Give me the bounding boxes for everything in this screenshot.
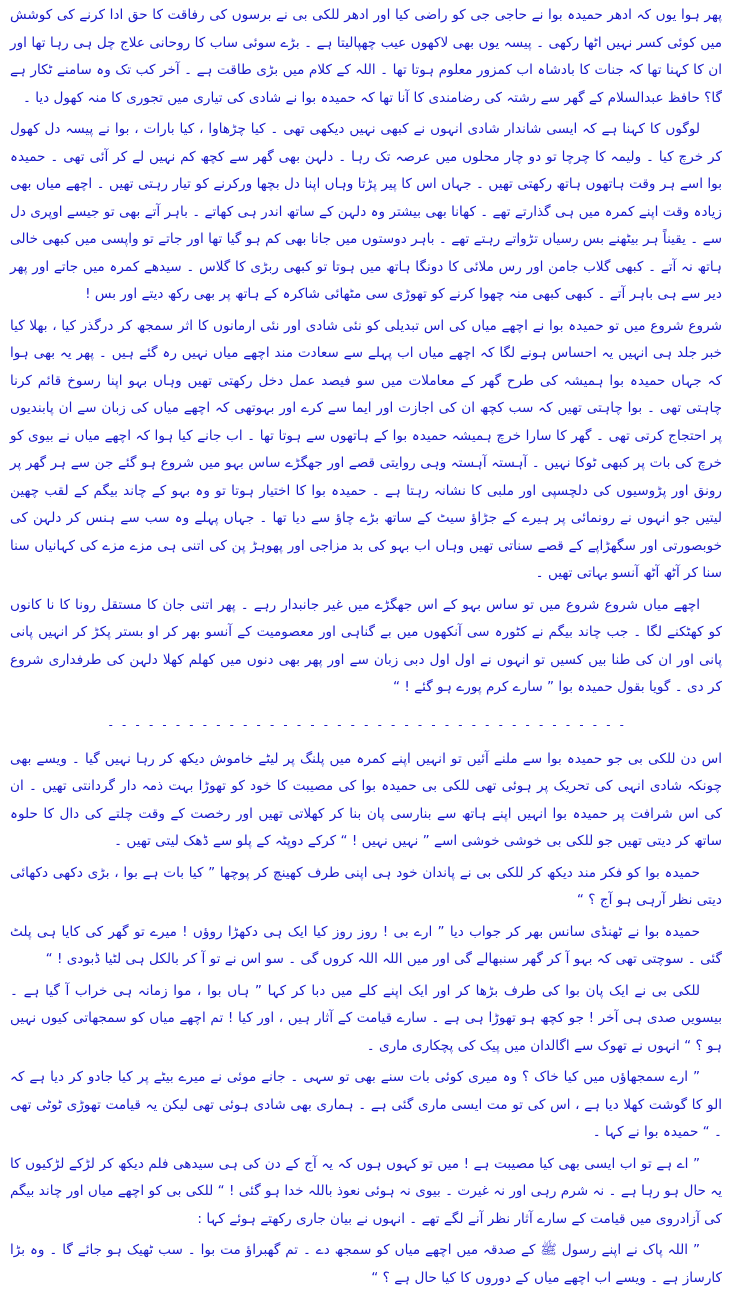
story-paragraph-11: ” اللہ پاک نے اپنے رسول ﷺ کے صدقہ میں اچھے میاں کو سمجھ دے ۔ تم گھبراؤ مت بوا ۔ سب ٹھیک ہو جائے گا ۔ وہ بڑا کارساز ہے ۔ ویسے اب اچھے میاں کے دوروں کا کیا حال ہے ؟ “ (10, 1242, 722, 1286)
story-paragraph-3: شروع شروع میں تو حمیدہ بوا نے اچھے میاں کی اس تبدیلی کو نئی شادی اور نئی ارمانوں کا اثر سمجھ کر درگذر کیا ، بھلا کیا خبر جلد ہی انہیں یہ احساس ہونے لگا کہ اچھے میاں اب پہلے سے سعادت مند اچھے میاں نہیں رہ گئے ہیں ۔ پھر یہ بھی ہوا کہ جہاں حمیدہ بوا ہمیشہ کی طرح گھر کے معاملات میں سو فیصد عمل دخل رکھتی تھیں وہاں بہو اپنا رسوخ قائم کرنا چاہتی تھی ۔ بوا چاہتی تھیں کہ سب کچھ ان کی اجازت اور ایما سے کرے اور بہوتھی کہ اچھے میاں کی زبان سے ان پابندیوں پر احتجاج کرتی تھی ۔ گھر کا سارا خرچ ہمیشہ حمیدہ بوا کے ہاتھوں سے ہوتا تھا ۔ اب جانے کیا ہوا کہ اچھے میاں نے بیوی کو خرچ کی بات پر کبھی ٹوکا نہیں ۔ آہستہ آہستہ وہی روایتی قصے اور جھگڑے ساس بہو میں شروع ہو گئے جن سے ہر گھر پر رونق اور پڑوسیوں کی دلچسپی اور ملبی کا نشانہ رہتا ہے ۔ حمیدہ بوا کا اختیار ہوتا تو وہ بہو کے چاند بیگم کے لقب چھین لیتیں جو انہوں نے رونمائی پر ہیرے کے جڑاؤ سیٹ کے ساتھ بڑے چاؤ سے دیا تھا ۔ جہاں پہلے وہ سب سے ہنس کر دلہن کی خوبصورتی اور سگھڑاپے کے قصے سناتی تھیں وہاں اب بہو کی بد مزاجی اور پھوہڑ پن کی اتنی ہی مزے مزے کی کہانیاں سنا سنا کر آٹھ آٹھ آنسو بہاتی تھیں ۔ (10, 317, 722, 581)
story-paragraph-8: للکی بی نے ایک پان بوا کی طرف بڑھا کر اور ایک اپنے کلے میں دبا کر کہا ” ہاں بوا ، موا زمانہ ہی خراب آ گیا ہے ۔ بیسویں صدی ہی آخر ! جو کچھ ہو تھوڑا ہی ہے ۔ سارے قیامت کے آثار ہیں ، اور کیا ! تم اچھے میاں کو سمجھاتی کیوں نہیں ہو ؟ “ انہوں نے تھوک سے اگالدان میں پیک کی پچکاری ماری ۔ (10, 982, 722, 1054)
story-paragraph-1: پھر ہوا یوں کہ ادھر حمیدہ بوا نے حاجی جی کو راضی کیا اور ادھر للکی بی نے برسوں کی رفاقت کا حق ادا کرنے کی کوشش میں کوئی کسر نہیں اٹھا رکھی ۔ پیسہ یوں بھی لاکھوں عیب چھپالیتا ہے ۔ بڑے سوئی ساب کا روحانی علاج چل ہی رہا تھا اور ان کا کہنا تھا کہ جنات کا بادشاہ اب کمزور معلوم ہوتا تھا ۔ اللہ کے کلام میں بڑی طاقت ہے ۔ آخر کب تک وہ سامنے ٹکار ہے گا؟ حافظ عبدالسلام کے گھر سے رشتہ کی رضامندی کا آنا تھا کہ حمیدہ بوا نے شادی کی تیاری میں تجوری کا منہ کھول دیا ۔ (10, 7, 722, 106)
story-paragraph-7: حمیدہ بوا نے ٹھنڈی سانس بھر کر جواب دیا ” ارے بی ! روز روز کیا ایک ہی دکھڑا روؤں ! میرے تو گھر کی کایا ہی پلٹ گئی ۔ سوچتی تھی کہ بہو آ کر گھر سنبھالے گی اور میں اللہ اللہ کروں گی ۔ سو اس نے تو آ کر بالکل ہی لٹیا ڈبودی ! “ (10, 923, 722, 967)
story-paragraph-2: لوگوں کا کہنا ہے کہ ایسی شاندار شادی انہوں نے کبھی نہیں دیکھی تھی ۔ کیا چڑھاوا ، کیا بارات ، بوا نے پیسہ دل کھول کر خرچ کیا ۔ ولیمہ کا چرچا تو دو چار محلوں میں عرصہ تک رہا ۔ دلہن بھی گھر سے کچھ کم نہیں لے کر آئی تھی ۔ حمیدہ بوا اسے ہر وقت ہاتھوں ہاتھ رکھتی تھیں ۔ جہاں اس کا پیر پڑتا وہاں اپنا دل بچھا ورکرنے کو تیار رہتی تھیں ۔ اچھے میاں بھی زیادہ وقت اپنے کمرہ میں ہی گذارتے تھے ۔ کھانا بھی بیشتر وہ دلہن کے ساتھ اندر ہی کھاتے ۔ باہر آتے بھی تو جیسے اوپری دل سے ۔ یقیناً ہر بیٹھنے بس رسیاں تڑواتے رہتے تھے ۔ باہر دوستوں میں جانا بھی کم ہو گیا تھا اور جاتے تو واپسی میں کبھی خالی ہاتھ نہ آتے ۔ کبھی گلاب جامن اور رس ملائی کا دونگا ہاتھ میں ہوتا تو کبھی ربڑی کا گلاس ۔ سیدھے کمرہ میں جاتے اور پھر دیر سے ہی باہر آتے ۔ کبھی کبھی منہ چھوا کرنے کو تھوڑی سی مٹھائی شاکرہ کے ہاتھ پر بھی رکھ دیتے اور بس ! (10, 121, 722, 302)
story-paragraph-10: ” اے ہے تو اب ایسی بھی کیا مصیبت ہے ! میں تو کہوں ہوں کہ یہ آج کے دن کی ہی سیدھی فلم دیکھ کر لڑکے لڑکیوں کا یہ حال ہو رہا ہے ۔ نہ شرم رہی اور نہ غیرت ۔ بیوی نہ ہوئی نعوذ باللہ خدا ہو گئی ! “ للکی بی کو اچھے میاں اور چاند بیگم کی آزادروی میں قیامت کے سارے آثار نظر آنے لگے تھے ۔ انہوں نے بیان جاری رکھتے ہوئے کہا : (10, 1155, 722, 1227)
story-paragraph-6: حمیدہ بوا کو فکر مند دیکھ کر للکی بی نے پاندان خود ہی اپنی طرف کھینچ کر پوچھا ” کیا بات ہے بوا ، بڑی دکھی دکھائی دیتی نظر آرہی ہو آج ؟ “ (10, 864, 722, 908)
story-page (10, 2, 722, 1286)
story-paragraph-9: ” ارے سمجھاؤں میں کیا خاک ؟ وہ میری کوئی بات سنے بھی تو سہی ۔ جانے موئی نے میرے بیٹے پر کیا جادو کر دیا ہے کہ الو کا گوشت کھلا دیا ہے ، اس کی تو مت ایسی ماری گئی ہے ۔ ہماری بھی شادی ہوئی تھی لیکن یہ قیامت تھوڑی ٹوٹی تھی ۔ “ حمیدہ بوا نے کہا ۔ (10, 1069, 722, 1140)
story-paragraph-4: اچھے میاں شروع شروع میں تو ساس بہو کے اس جھگڑے میں غیر جانبدار رہے ۔ پھر اتنی جان کا مستقل رونا کا نا کانوں کو کھٹکنے لگا ۔ جب چاند بیگم نے کٹورہ سی آنکھوں میں بے گناہی اور معصومیت کے آنسو بھر کر او بستر پکڑ کر انہیں پانی پانی اور ان کی طنا بیں کسیں تو انہوں نے اول اول دبی زبان سے اور پھر بھی دنوں میں کھلم کھلا دلہن کی طرفداری شروع کر دی ۔ گویا بقول حمیدہ بوا ” سارے کرم پورے ہو گئے ! “ (10, 596, 722, 695)
section-divider: - - - - - - - - - - - - - - - - - - - - - - - - - - - - - - - - - - - - - - - (107, 717, 625, 732)
story-paragraph-5: اس دن للکی بی جو حمیدہ بوا سے ملنے آئیں تو انہیں اپنے کمرہ میں پلنگ پر لیٹے خاموش دیکھ کر رہا نہیں گیا ۔ ویسے بھی چونکہ شادی انہی کی تحریک پر ہوئی تھی للکی بی حمیدہ بوا کی مصیبت کا خود کو تھوڑا بہت ذمہ دار گردانتی تھیں ۔ ان کی اس شرافت پر حمیدہ بوا انہیں اپنے ہاتھ سے بنارسی پان بنا کر کھلاتی تھیں اور رخصت کے وقت چلتے کی دال کا حلوہ ساتھ کر دیتی تھیں جو للکی بی خوشی خوشی اسے ” نہیں نہیں ! “ کرکے دوپٹہ کے پلو سے ڈھک لیتی تھیں ۔ (10, 750, 722, 849)
